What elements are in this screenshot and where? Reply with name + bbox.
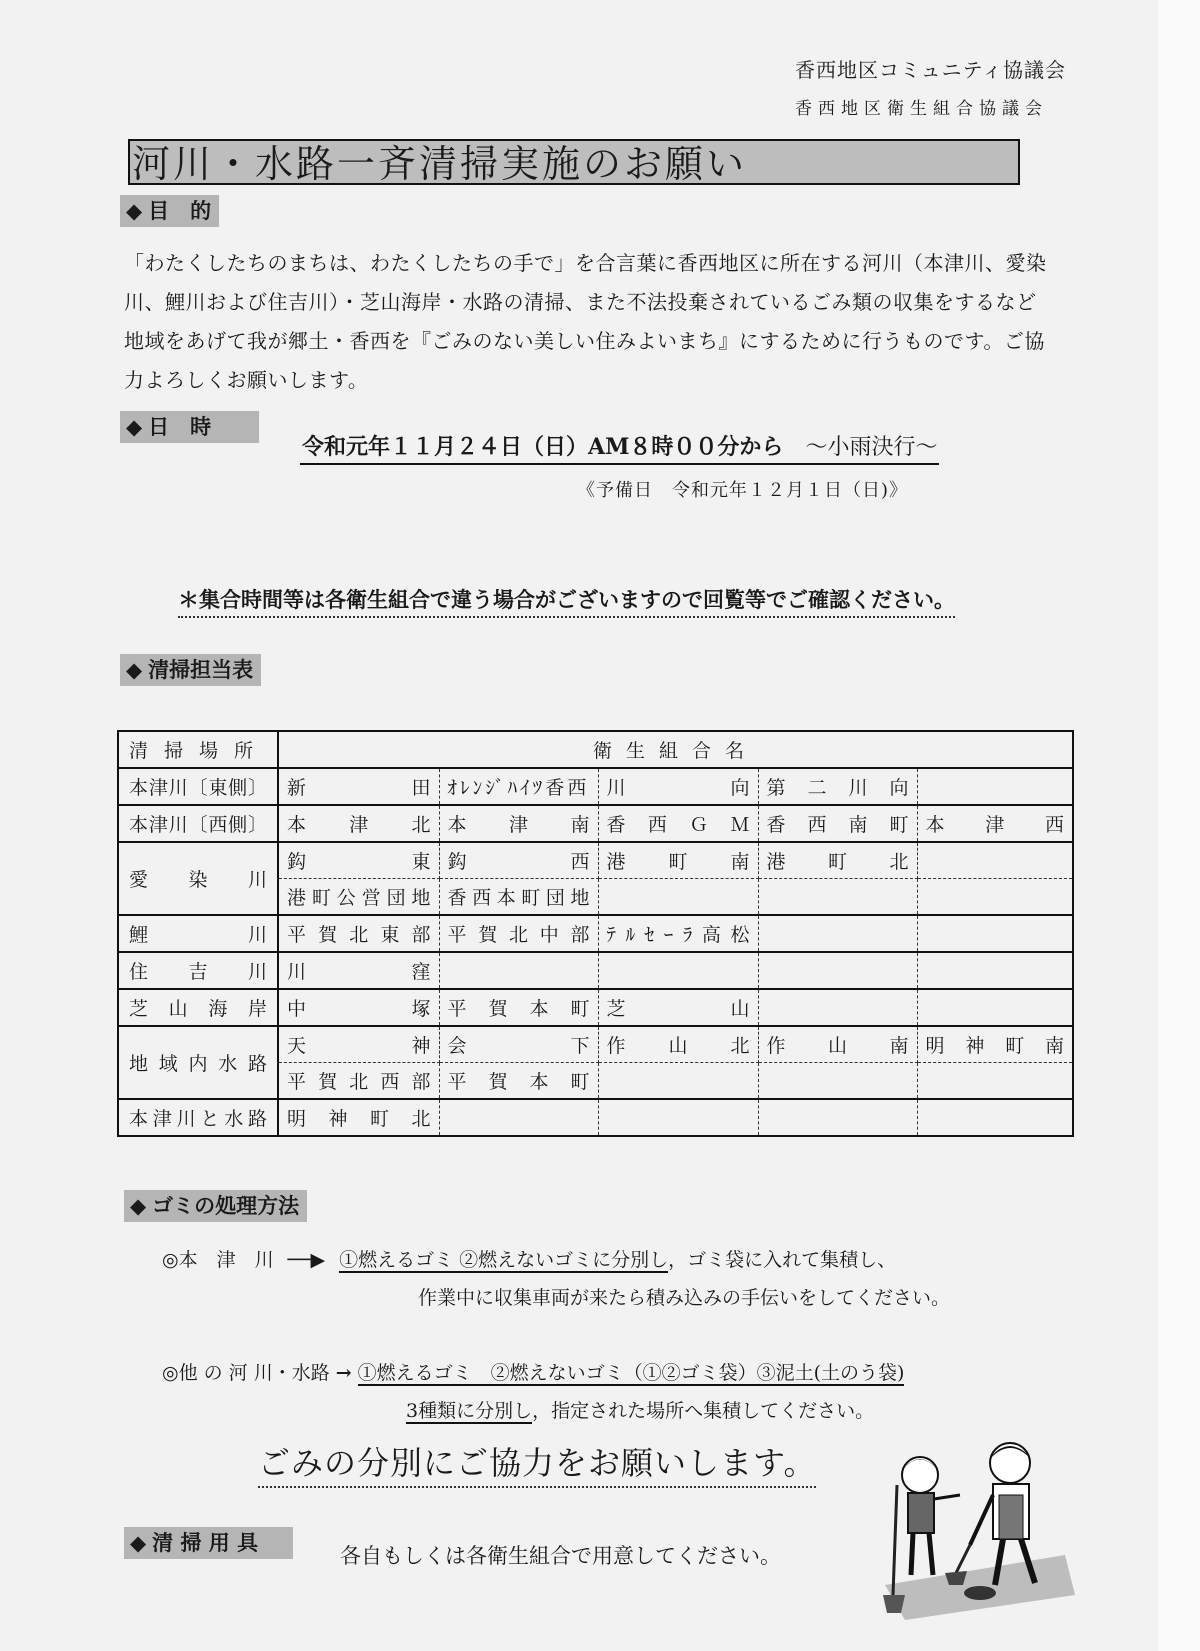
diamond-icon: ◆ xyxy=(126,198,143,223)
union-name-cell: ｵﾚﾝｼﾞﾊｲﾂ香西 xyxy=(439,768,598,805)
diamond-icon: ◆ xyxy=(126,657,143,682)
event-date: 令和元年１１月２４日（日）AM８時００分から ～小雨決行～ xyxy=(300,430,939,465)
union-name-cell xyxy=(598,1099,758,1136)
cleaning-place-cell: 地域内水路 xyxy=(118,1026,278,1099)
union-name-cell xyxy=(917,879,1073,916)
disposal-honzu-line-1: ◎本 津 川 ──▶ ①燃えるゴミ ②燃えないゴミに分別し，ゴミ袋に入れて集積し、 xyxy=(162,1249,897,1271)
disposal-heading: ◆ ゴミの処理方法 xyxy=(124,1190,307,1222)
union-name-cell xyxy=(917,915,1073,952)
page-edge xyxy=(1158,0,1200,1651)
appeal-text: ごみの分別にご協力をお願いします。 xyxy=(258,1438,816,1488)
diamond-icon: ◆ xyxy=(126,414,143,439)
table-row xyxy=(118,842,1073,879)
union-name-cell: 鈎東 xyxy=(278,842,439,879)
union-name-cell: 港町北 xyxy=(758,842,917,879)
cleaning-place-cell: 本津川と水路 xyxy=(118,1099,278,1136)
union-name-cell: 作山南 xyxy=(758,1026,917,1063)
arrow-right-icon: → xyxy=(335,1362,352,1384)
disposal-other-line-1: ◎他 の 河 川・水路 → ①燃えるゴミ ②燃えないゴミ（①②ゴミ袋）③泥土(土のう袋) xyxy=(162,1362,905,1384)
union-name-cell: 第二川向 xyxy=(758,768,917,805)
diamond-icon: ◆ xyxy=(130,1193,147,1218)
union-name-cell: 川向 xyxy=(598,768,758,805)
union-name-cell: 平賀北中部 xyxy=(439,915,598,952)
notice-text: ＊集合時間等は各衛生組合で違う場合がございますので回覧等でご確認ください。 xyxy=(178,584,955,618)
reserve-date: 《予備日 令和元年１２月１日（日)》 xyxy=(577,480,909,501)
table-header-row xyxy=(118,731,1073,768)
table-row xyxy=(118,1026,1073,1063)
cleaning-place-cell: 本津川〔東側〕 xyxy=(118,768,278,805)
table-row xyxy=(118,805,1073,842)
cleaning-place-cell: 鯉川 xyxy=(118,915,278,952)
union-name-cell xyxy=(439,1099,598,1136)
union-name-cell: 明神町北 xyxy=(278,1099,439,1136)
page-title: 河川・水路一斉清掃実施のお願い xyxy=(128,139,1020,185)
cleaning-place-cell: 芝山海岸 xyxy=(118,989,278,1026)
union-name-cell: 会下 xyxy=(439,1026,598,1063)
union-name-cell xyxy=(758,1063,917,1100)
column-header-unions: 衛生組合名 xyxy=(278,731,1073,768)
union-name-cell xyxy=(917,1099,1073,1136)
union-name-cell xyxy=(917,952,1073,989)
column-header-place: 清掃場所 xyxy=(118,731,278,768)
disposal-honzu-line-2: 作業中に収集車両が来たら積み込みの手伝いをしてください。 xyxy=(418,1287,951,1309)
union-name-cell xyxy=(758,989,917,1026)
union-name-cell: 香西ＧＭ xyxy=(598,805,758,842)
disposal-other-line-2: 3種類に分別し，指定された場所へ集積してください。 xyxy=(406,1400,875,1422)
union-name-cell: 作山北 xyxy=(598,1026,758,1063)
duty-table xyxy=(117,730,1074,1137)
organizer-line-2: 香西地区衛生組合協議会 xyxy=(795,99,1048,119)
cleaning-place-cell: 愛染川 xyxy=(118,842,278,915)
table-row xyxy=(118,915,1073,952)
union-name-cell xyxy=(439,952,598,989)
table-row xyxy=(118,989,1073,1026)
union-name-cell xyxy=(598,1063,758,1100)
union-name-cell: 本津南 xyxy=(439,805,598,842)
union-name-cell xyxy=(917,768,1073,805)
union-name-cell: 本津西 xyxy=(917,805,1073,842)
tools-heading: ◆ 清 掃 用 具 xyxy=(124,1527,293,1559)
cleaning-illustration xyxy=(875,1435,1075,1620)
union-name-cell xyxy=(758,1099,917,1136)
union-name-cell xyxy=(758,952,917,989)
table-row xyxy=(118,1099,1073,1136)
union-name-cell xyxy=(758,879,917,916)
union-name-cell: 平賀北東部 xyxy=(278,915,439,952)
purpose-heading: ◆ 目 的 xyxy=(120,195,219,227)
union-name-cell: 中塚 xyxy=(278,989,439,1026)
organizer-line-1: 香西地区コミュニティ協議会 xyxy=(795,58,1066,82)
union-name-cell: 平賀本町 xyxy=(439,1063,598,1100)
union-name-cell xyxy=(758,915,917,952)
cleaning-place-cell: 本津川〔西側〕 xyxy=(118,805,278,842)
union-name-cell xyxy=(598,952,758,989)
union-name-cell: 平賀北西部 xyxy=(278,1063,439,1100)
purpose-text: 「わたくしたちのまちは、わたくしたちの手で」を合言葉に香西地区に所在する河川（本津川、愛染川、鯉川および住吉川）・芝山海岸・水路の清掃、また不法投棄されているごみ類の収集をするなど地域をあげて我が郷土・香西を『ごみのない美しい住みよいまち』にするために行うものです。ご協力よろしくお願いします。 xyxy=(124,251,1047,392)
union-name-cell xyxy=(917,1063,1073,1100)
union-name-cell: 芝山 xyxy=(598,989,758,1026)
union-name-cell xyxy=(917,842,1073,879)
arrow-right-icon: ──▶ xyxy=(287,1249,326,1271)
union-name-cell: 天神 xyxy=(278,1026,439,1063)
union-name-cell: 港町公営団地 xyxy=(278,879,439,916)
union-name-cell: 本津北 xyxy=(278,805,439,842)
union-name-cell: 明神町南 xyxy=(917,1026,1073,1063)
tools-text: 各自もしくは各衛生組合で用意してください。 xyxy=(340,1544,781,1568)
diamond-icon: ◆ xyxy=(130,1530,147,1555)
union-name-cell: 港町南 xyxy=(598,842,758,879)
union-name-cell: 鈎西 xyxy=(439,842,598,879)
table-row xyxy=(118,952,1073,989)
union-name-cell: 川窪 xyxy=(278,952,439,989)
union-name-cell: 香西南町 xyxy=(758,805,917,842)
union-name-cell xyxy=(598,879,758,916)
datetime-heading: ◆ 日 時 xyxy=(120,411,259,443)
union-name-cell: 平賀本町 xyxy=(439,989,598,1026)
union-name-cell: 香西本町団地 xyxy=(439,879,598,916)
cleaning-place-cell: 住吉川 xyxy=(118,952,278,989)
table-row xyxy=(118,768,1073,805)
union-name-cell: 新田 xyxy=(278,768,439,805)
duty-table-heading: ◆ 清掃担当表 xyxy=(120,654,261,686)
union-name-cell xyxy=(917,989,1073,1026)
union-name-cell: ﾃﾙｾｰﾗ高松 xyxy=(598,915,758,952)
